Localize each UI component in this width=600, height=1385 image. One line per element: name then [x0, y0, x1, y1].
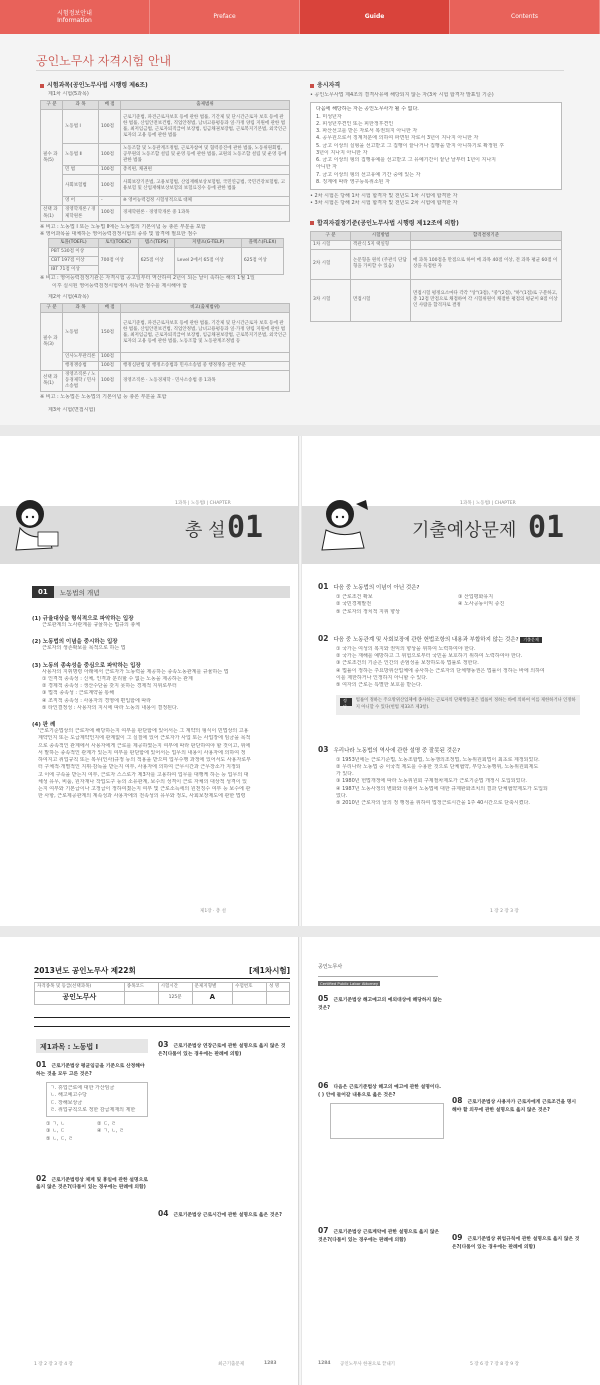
option[interactable]: ① 국가는 여성의 복지와 권익의 향상을 위하여 노력하여야 한다.	[336, 645, 476, 652]
table-header: 텝스(TEPS)	[138, 239, 175, 248]
table-cell: 사회보장기본법, 고용보험법, 산업재해보상보험법, 국민연금법, 국민건강보험법, 고용보험 및 산업재해보상보험의 보험료징수 등에 관한 법률	[121, 175, 290, 197]
table-header: 구 분	[41, 304, 63, 313]
question: 02 다음 중 노동관계 및 사회보장에 관한 헌법조항의 내용과 부합하지 않는 것은? 기출문제	[318, 634, 580, 643]
book-spine	[298, 436, 302, 926]
table-row	[41, 353, 290, 362]
page-number: 1284	[318, 1361, 331, 1366]
subheading: (4) 판 례	[32, 722, 56, 728]
table-cell: CBT 197점 이상	[49, 257, 99, 266]
option[interactable]: ② ㄷ, ㄹ	[97, 1121, 116, 1128]
table-cell: 100점	[99, 175, 121, 197]
chapter-number: 01	[227, 510, 264, 545]
table-header: 구 분	[311, 231, 351, 240]
list-item: ② 경제적 종속성 : 생산수단을 갖지 못하는 경제적 지위로부터	[42, 683, 177, 689]
note: ※ 영어과목을 대체하는 영어능력검정시험의 종류 및 합격에 필요한 점수	[40, 230, 197, 237]
option[interactable]: ① 근로조건 확보	[336, 594, 373, 600]
table-cell: 1차 시험	[311, 240, 351, 249]
page-footer: 1 장 2 장 3 장	[490, 909, 519, 914]
table-cell: 100점	[99, 362, 121, 371]
cartoon-girl-icon	[8, 496, 63, 554]
table-cell: 사회보험법	[63, 175, 99, 197]
table-header: 배 점	[99, 101, 121, 110]
left-page-body	[32, 614, 290, 801]
table-cell	[124, 992, 158, 1005]
table-header: 플렉스(FLEX)	[241, 239, 283, 248]
paragraph-line: 한 사항, 근로제공관계의 계속성과 사용자에의 전속성의 유무와 정도, 사회보장제도에 관한 법령	[38, 793, 246, 800]
table-header: 과 목	[63, 101, 99, 110]
table-cell: 면접시험	[351, 279, 411, 321]
list-item: 아니한 자	[316, 164, 337, 171]
list-item: ㄱ. 휴업근로에 대한 가산임금	[50, 1085, 115, 1092]
page-title: 공인노무사 자격시험 안내	[36, 54, 172, 68]
question: 08 근로기준법상 사용자가 근로자에게 근로조건을 명시해야 할 의무에 관한 설명으로 옳지 않은 것은?	[452, 1096, 577, 1113]
table-cell: 선택 과목(1)	[41, 206, 63, 221]
list-item: ㄴ. 해고예고수당	[50, 1092, 87, 1099]
nav-label: 시험정보안내	[57, 9, 92, 17]
table-cell: IBT 71점 이상	[49, 266, 99, 275]
past-exam-badge: 기출문제	[520, 637, 541, 643]
chapter-spread	[0, 436, 600, 926]
table-row	[41, 371, 290, 392]
first-exam-heading: 제1차 시험(5과목)	[48, 91, 89, 97]
chapter-number: 01	[528, 510, 565, 545]
list-item: ① 인격적 종속성 : 신체, 인격과 분리할 수 없는 노동을 제공하는 관계	[42, 675, 193, 682]
exam-header	[34, 965, 290, 1005]
third-exam-heading: 제3차 시험(면접시험)	[48, 406, 96, 413]
qualification-note: • 2차 시험은 당해 1차 시험 합격자 및 전년도 1차 시험에 합격한 자	[310, 193, 458, 199]
option[interactable]: ⑤ 여자의 근로는 특별한 보호를 받는다.	[336, 682, 423, 688]
nav-item-guide[interactable]	[300, 0, 450, 34]
table-row	[41, 206, 290, 221]
table-cell: A	[192, 992, 233, 1005]
list-item: 1. 미성년자	[316, 113, 342, 120]
table-cell: 매 과목 100점을 만점으로 하여 매 과목 40점 이상, 전 과목 평균 60점 이상을 득점한 자	[411, 249, 562, 279]
table-row	[41, 313, 290, 353]
section-number: 01	[32, 586, 54, 598]
option[interactable]: ② 우리나라 노동법 중 이국적 제도를 수용한 것으로 단체협약, 부당노동행위, 노동위원회제도	[336, 763, 539, 770]
table-cell: 근로기준법, 파견근로자보호 등에 관한 법률, 기간제 및 단시간근로자 보호 등에 관한 법률, 산업안전보건법, 직업안정법, 남녀고용평등과 일·가정 양립 지원에 관한 법률, 최저임금법, 근로자퇴직급여 보장법, 임금채권보장법, 근로복지기본법, 외국인근로자의 고용 등에 관한 법률	[121, 110, 290, 144]
table-cell: 100점	[99, 110, 121, 144]
disqualification-box	[310, 102, 562, 190]
second-exam-heading: 제2차 시험(4과목)	[48, 293, 89, 300]
table-header: 종목코드	[124, 983, 158, 992]
option[interactable]: ① ㄱ, ㄴ	[46, 1121, 65, 1128]
list-item: 6. 금고 이상의 형의 집행유예를 선고받고 그 유예기간이 끝난 날부터 1년이 지나지	[316, 157, 496, 163]
option[interactable]: ④ 법률이 정하는 주요방위산업체에 종사하는 근로자의 단체행동권은 법률이 정하는 바에 의하여	[336, 667, 545, 674]
list-item: ㄹ. 취업규칙으로 정한 감급제재의 제한	[50, 1106, 136, 1113]
paragraph-line: 으로 종속적인 관계에서 사용자에게 근로를 제공하였는지 여부에 따라 판단하여야 할 것이고, 위에	[38, 742, 251, 749]
first-exam-table	[40, 100, 290, 221]
subheading: (2) 노동법의 이념을 중시하는 입장	[32, 639, 118, 646]
table-cell: 경영조직론 · 노동경제학 · 민사소송법 중 1과목	[121, 371, 290, 392]
question: 09 근로기준법상 취업규칙에 관한 설명으로 옳지 않은 것은?(다툼이 있는 경우에는 판례에 의함)	[452, 1233, 580, 1250]
table-row	[311, 279, 562, 321]
table-cell: 100점	[99, 353, 121, 362]
option[interactable]: 가 있다.	[336, 771, 354, 778]
table-cell: 공인노무사	[35, 992, 125, 1005]
page-footer: 공인노무사 한권으로 끝내기	[340, 1362, 396, 1367]
table-cell: 100점	[99, 206, 121, 221]
explanation-text: 법률이 정하는 주요방위산업체에 종사하는 근로자의 단체행동권은 법률이 정하는 바에 의하여 이를 제한하거나 인정하지 아니할 수 있다(헌법 제33조 제3항).	[355, 698, 576, 710]
table-row	[311, 249, 562, 279]
table-header: 문제지형별	[192, 983, 233, 992]
question: 02 근로기준법령상 체계 및 휴일에 관한 설명으로 옳지 않은 것은?(다툼이 있는 경우에는 판례에 의함)	[36, 1173, 148, 1191]
table-cell: 625점 이상	[138, 248, 175, 275]
option[interactable]: ② 국가는 재해를 예방하고 그 위험으로부터 국민을 보호하기 위하여 노력하여야 한다.	[336, 653, 523, 659]
cert-subtitle: Certified Public Labor Attorney	[320, 981, 379, 986]
question: 04 근로기준법상 근로시간에 관한 설명으로 옳은 것은?	[158, 1209, 282, 1219]
exam-column-3	[318, 993, 444, 1244]
table-cell: 근로기준법, 파견근로자보호 등에 관한 법률, 기간제 및 단시간근로자 보호 등에 관한 법률, 산업안전보건법, 직업안정법, 남녀고용평등과 일·가정 양립 지원에 관한 법률, 최저임금법, 근로자퇴직급여 보장법, 임금채권보장법, 근로복지기본법, 외국인근로자의 고용 등에 관한 법률, 노동조합 및 노동관계조정법 등	[121, 313, 290, 353]
option[interactable]: ③ 근로조건의 기준은 인간의 존엄성을 보장하도록 법률로 정한다.	[336, 660, 479, 667]
table-cell: 선택 과목(1)	[41, 371, 63, 392]
table-header: 토플(TOEFL)	[49, 239, 99, 248]
option[interactable]: 었다.	[336, 792, 348, 799]
table-header: 자격종목 및 등급(선택과목)	[35, 983, 125, 992]
table-cell: 100점	[99, 144, 121, 166]
note: ※ 비고 : 노동법은 노동법의 기본이념 등 총론 부분을 포함	[40, 394, 167, 401]
table-cell: 125분	[158, 992, 192, 1005]
table-row	[41, 175, 290, 197]
square-bullet-icon	[40, 84, 44, 88]
table-header: 성 명	[267, 983, 290, 992]
guide-page	[0, 0, 600, 425]
table-cell: 노동법 Ⅰ	[63, 110, 99, 144]
table-cell	[411, 240, 562, 249]
exam-session: [제1차시험]	[248, 966, 290, 975]
table-cell: 면접시험 평정요소마다 각각 "상"(3점), "중"(2점), "하"(1점)로 구분하고, 총 12점 만점으로 채점하여 각 시험위원이 채점한 평점의 평균이 8점 이상인 사람을 합격자로 결정	[411, 279, 562, 321]
option[interactable]: ⑤ 2010년 근로자의 날의 정 행정을 위하여 법정근로시간을 1주 40시간으로 단축시켰다.	[336, 800, 530, 807]
table-cell: 논문형을 원칙 (주관식 단답형을 가미할 수 있음)	[351, 249, 411, 279]
pass-criteria-table	[310, 231, 562, 322]
square-bullet-icon	[310, 221, 314, 225]
table-cell: 필수 과목(3)	[41, 313, 63, 371]
chapter-footer: 5 장 6 장 7 장 8 장 9 장	[470, 1362, 519, 1367]
option[interactable]: 이를 제한하거나 인정하지 아니할 수 있다.	[336, 674, 428, 681]
nav-item-contents[interactable]	[450, 0, 600, 34]
question-box	[330, 1103, 444, 1139]
nav-item-preface[interactable]	[150, 0, 300, 34]
question-box	[46, 1082, 148, 1117]
table-cell: 경제학원론 · 경영학개론 중 1과목	[121, 206, 290, 221]
table-cell: 700점 이상	[98, 248, 138, 275]
cartoon-girl-icon	[316, 496, 371, 554]
answer-badge: 정답	[340, 698, 352, 706]
exam-subjects-column	[40, 80, 290, 414]
table-cell: Level 2에서 65점 이상	[175, 248, 242, 275]
section-heading-pass-criteria: 합격자결정기준(공인노무사법 시행령 제12조에 의함)	[310, 218, 565, 227]
paragraph: 근로자의 생존확보를 목적으로 하는 법	[42, 645, 126, 652]
table-header: 시험시간	[158, 983, 192, 992]
option[interactable]: ④ 1987년 노동사정의 변화와 더불어 노동법에 대한 규제완화조치의 결과 단체협약제도가 도입되	[336, 785, 548, 792]
list-item: 3. 파산선고를 받은 자로서 복권되지 아니한 자	[316, 128, 418, 134]
paragraph-line: 체성 유무, 비품, 원자재나 작업도구 등의 소유관계, 보수의 성격이 근로 자체의 대상적 성격이 있	[38, 778, 247, 785]
list-item: ㄷ. 장해보상금	[50, 1099, 83, 1106]
table-row	[41, 362, 290, 371]
subheading: (1) 규율대상을 형식적으로 파악하는 입장	[32, 616, 134, 622]
paragraph: 사용자의 지휘명령 아래에서 근로자가 노동력을 제공하는 종속노동관계를 규율하는 법	[42, 668, 229, 675]
chapter-strip: 1과목 | 노동법Ⅰ | CHAPTER	[175, 501, 231, 506]
table-cell: 영 어	[63, 197, 99, 206]
table-header: 비고(출제범위)	[121, 304, 290, 313]
option[interactable]: ③ 산업평화유지	[458, 594, 494, 600]
qualification-note: • 3차 시험은 당해 2차 시험 합격자 및 전년도 2차 시험에 합격한 자	[310, 200, 458, 207]
cert-header	[318, 963, 438, 986]
table-header: 구 분	[41, 101, 63, 110]
question: 06 다음은 근로기준법상 해고의 예고에 관한 설명이다. ( ) 안에 들어갈 내용으로 옳은 것은?	[318, 1081, 441, 1098]
chapter-strip: 1과목 | 노동법Ⅰ | CHAPTER	[460, 501, 516, 506]
nav-label: Contents	[511, 13, 538, 21]
table-cell: 노동법 Ⅱ	[63, 144, 99, 166]
question: 01 다음 중 노동법의 이념이 아닌 것은?	[318, 582, 420, 591]
top-nav	[0, 0, 600, 34]
table-cell: 인사노무관리론	[63, 353, 99, 362]
paragraph-line: 는지 여부와 기본급이나 고정급이 정하여졌는지 여부 및 근로소득세의 원천징수 여부 등 보수에 관	[38, 786, 251, 792]
table-cell: 총칙편, 채권편	[121, 166, 290, 175]
table-row	[49, 248, 284, 257]
section-header	[32, 586, 290, 598]
question: 01 근로기준법상 평균임금을 기준으로 산정해야 하는 것을 모두 고른 것은?	[36, 1060, 145, 1077]
table-header: 합격결정기준	[411, 231, 562, 240]
table-cell: ※ 영어능력검정 시험성적으로 대체	[121, 197, 290, 206]
list-item: 3년이 지나지 아니한 자	[316, 149, 368, 156]
nav-label: Guide	[364, 13, 385, 21]
question: 07 근로기준법상 근로계약에 관한 설명으로 옳지 않은 것은?(다툼이 있는 경우에는 판례에 의함)	[318, 1226, 440, 1243]
table-cell: 행정심판법 및 행정소송법과 민사소송법 중 행정쟁송 관련 부분	[121, 362, 290, 371]
table-header: 배 점	[99, 304, 121, 313]
paragraph-line: 하여지고 취업규칙 또는 복무(인사)규정 등의 적용을 받으며 업무수행 과정에 있어서도 사용자로부	[38, 757, 251, 763]
table-header: 과 목	[63, 304, 99, 313]
option[interactable]: ④ ㄱ, ㄴ, ㄹ	[97, 1128, 124, 1135]
subheading: (3) 노동의 종속성을 중심으로 파악하는 입장	[32, 662, 141, 669]
section-title: 노동법의 개념	[59, 588, 100, 597]
table-cell: 노동법	[63, 313, 99, 353]
table-header: 수험번호	[233, 983, 267, 992]
note: ※ 비고 : 노동법 Ⅰ 또는 노동법 Ⅱ에는 노동법의 기본이념 등 총론 부분을 포함	[40, 223, 206, 230]
table-cell: -	[99, 197, 121, 206]
exam-column-4	[452, 993, 580, 1251]
footer-section-label: 최근기출문제	[218, 1362, 245, 1367]
table-cell: 필수 과목(5)	[41, 110, 63, 206]
page-footer: 1 장 2 장 3 장 4 장	[34, 1362, 73, 1367]
subject-title: 제1과목 : 노동법 Ⅰ	[36, 1039, 148, 1053]
answer-explanation	[336, 695, 580, 714]
table-cell: 100점	[99, 371, 121, 392]
table-row	[311, 240, 562, 249]
table-cell: 625점 이상	[241, 248, 283, 275]
table-header: 출제범위	[121, 101, 290, 110]
paragraph-line: 계약인지 또는 도급계약인지에 관계없이 그 실질에 있어 근로자가 사업 또는 사업장에 임금을 목적	[38, 735, 251, 742]
option[interactable]: ③ 1980년 헌법개정에 따라 노동위원회 구제절차제도가 근로기준법 개정시 도입되었다.	[336, 778, 527, 785]
exam-info-table	[34, 982, 290, 1005]
option[interactable]: ④ 노사공동이익 증진	[458, 601, 505, 608]
chapter-title: 기출예상문제	[412, 520, 517, 541]
paragraph-line: 터 구체적·개별적인 지휘·감독을 받는지 여부, 사용자에 의하여 근무시간과 근무장소가 지정되	[38, 764, 241, 771]
table-header: 지텔프(G-TELP)	[175, 239, 242, 248]
table-cell: PBT 530점 이상	[49, 248, 99, 257]
table-header: 토익(TOEIC)	[98, 239, 138, 248]
nav-label: Preface	[213, 13, 236, 21]
table-cell: 행정쟁송법	[63, 362, 99, 371]
note: ※ 비고 : 영어능력검정기관은 자격시험 공고일부터 역산하여 2년이 되는 날이 속하는 해의 1월 1일	[40, 275, 255, 282]
list-item: 2. 피성년후견인 또는 피한정후견인	[316, 120, 394, 127]
table-row	[41, 144, 290, 166]
paragraph-line: 서 말하는 종속적인 관계가 있는지 여부를 판단함에 있어서는 업무의 내용이 사용자에 의하여 정	[38, 749, 246, 756]
table-cell: 100점	[99, 166, 121, 175]
table-cell: 노동조합 및 노동관계조정법, 근로자참여 및 협력증진에 관한 법률, 노동위원회법, 공무원의 노동조합 설립 및 운영 등에 관한 법률, 교원의 노동조합 설립 및 운영 등에 관한 법률	[121, 144, 290, 166]
table-row	[41, 110, 290, 144]
option[interactable]: ⑤ ㄴ, ㄷ, ㄹ	[46, 1135, 73, 1142]
table-row	[41, 197, 290, 206]
table-cell: 경영학개론 / 경제학원론	[63, 206, 99, 221]
list-item: 5. 금고 이상의 실형을 선고받고 그 집행이 끝나거나 집행을 받지 아니하기로 확정된 후	[316, 142, 505, 149]
list-item: ③ 법적 종속성 : 근로계약을 통해	[42, 690, 115, 697]
english-score-table	[48, 238, 284, 275]
option[interactable]: ③ ㄴ, ㄷ	[46, 1128, 65, 1135]
paragraph-line: 고 이에 구속을 받는지 여부, 근로자 스스로가 제3자를 고용하여 업무를 대행케 하는 등 업무의 대	[38, 771, 249, 778]
table-cell: 경영조직론 / 노동경제학 / 민사소송법	[63, 371, 99, 392]
option[interactable]: ① 1953년에는 근로기준법, 노동조합법, 노동쟁의조정법, 노동위원회법이 최초로 제정되었다.	[336, 756, 540, 763]
list-item: 8. 징계에 따라 영구등록취소된 자	[316, 178, 390, 185]
question: 03 우리나라 노동법의 역사에 관한 설명 중 잘못된 것은?	[318, 744, 461, 754]
list-item: 7. 금고 이상의 형의 선고유예 기간 중에 있는 자	[316, 171, 421, 178]
table-header: 시험방법	[351, 231, 411, 240]
question: 05 근로기준법상 해고예고의 예외대상에 해당하지 않는 것은?	[318, 994, 443, 1011]
table-cell: 객관식 5지 택일형	[351, 240, 411, 249]
nav-sublabel: Information	[57, 17, 92, 24]
page-footer: 제1장 · 총 설	[200, 909, 226, 914]
table-cell: 민 법	[63, 166, 99, 175]
table-cell: 3차 시험	[311, 279, 351, 321]
square-bullet-icon	[310, 84, 314, 88]
table-cell: 150점	[99, 313, 121, 353]
title-divider	[36, 70, 564, 71]
option[interactable]: ② 국민경제발전	[336, 601, 372, 608]
table-cell	[267, 992, 290, 1005]
exam-year-title: 2013년도 공인노무사 제22회	[34, 966, 136, 975]
nav-item-information[interactable]	[0, 0, 150, 34]
list-item: 4. 공무원으로서 징계처분에 의하여 파면된 자로서 3년이 지나지 아니한 자	[316, 135, 479, 142]
note: 이후 실시된 영어능력검정시험에서 취득한 점수를 제시해야 함	[52, 282, 188, 289]
chapter-title: 총 설	[185, 520, 226, 541]
page-number: 1283	[264, 1361, 277, 1366]
qualification-intro: • 공인노무사법 제4조의 결격사유에 해당되지 않는 자(3차 시험 합격자 발표일 기준)	[310, 92, 494, 98]
table-cell: 2차 시험	[311, 249, 351, 279]
paragraph-line: '근로기준법상의 근로자에 해당하는지 여부를 판단함에 있어서는 그 계약의 형식이 민법상의 고용	[38, 728, 249, 734]
table-cell	[233, 992, 267, 1005]
cert-title: 공인노무사	[318, 964, 343, 970]
book-spine	[298, 937, 302, 1385]
section-heading-qualification: 응시자격	[310, 80, 565, 89]
table-row	[41, 166, 290, 175]
exam-column-1	[36, 1059, 148, 1192]
list-item: ⑤ 타인결정성 : 사용자의 지시에 따라 노동의 내용이 결정된다.	[42, 704, 179, 711]
paragraph: 근로관계의 노사관계를 규율하는 법규의 총체	[42, 622, 141, 628]
right-page-body	[318, 582, 580, 807]
question: 03 근로기준법상 연장근로에 관한 설명으로 옳지 않은 것은?(다툼이 있는 경우에는 판례에 의함)	[158, 1040, 286, 1057]
second-exam-table	[40, 303, 290, 392]
table-cell	[121, 353, 290, 362]
list-item: ④ 조직적 종속성 : 사용자의 경영에 편입함에 따라	[42, 697, 152, 704]
box-title: 다음에 해당하는 자는 공인노무사가 될 수 없다.	[316, 106, 419, 113]
section-heading-subjects: 시험과목(공인노무사법 시행령 제6조)	[40, 80, 290, 89]
exam-column-2	[158, 1039, 288, 1220]
qualification-column	[310, 80, 565, 322]
exam-spread	[0, 937, 600, 1385]
option[interactable]: ⑤ 근로자의 정치적 지위 향상	[336, 608, 400, 615]
